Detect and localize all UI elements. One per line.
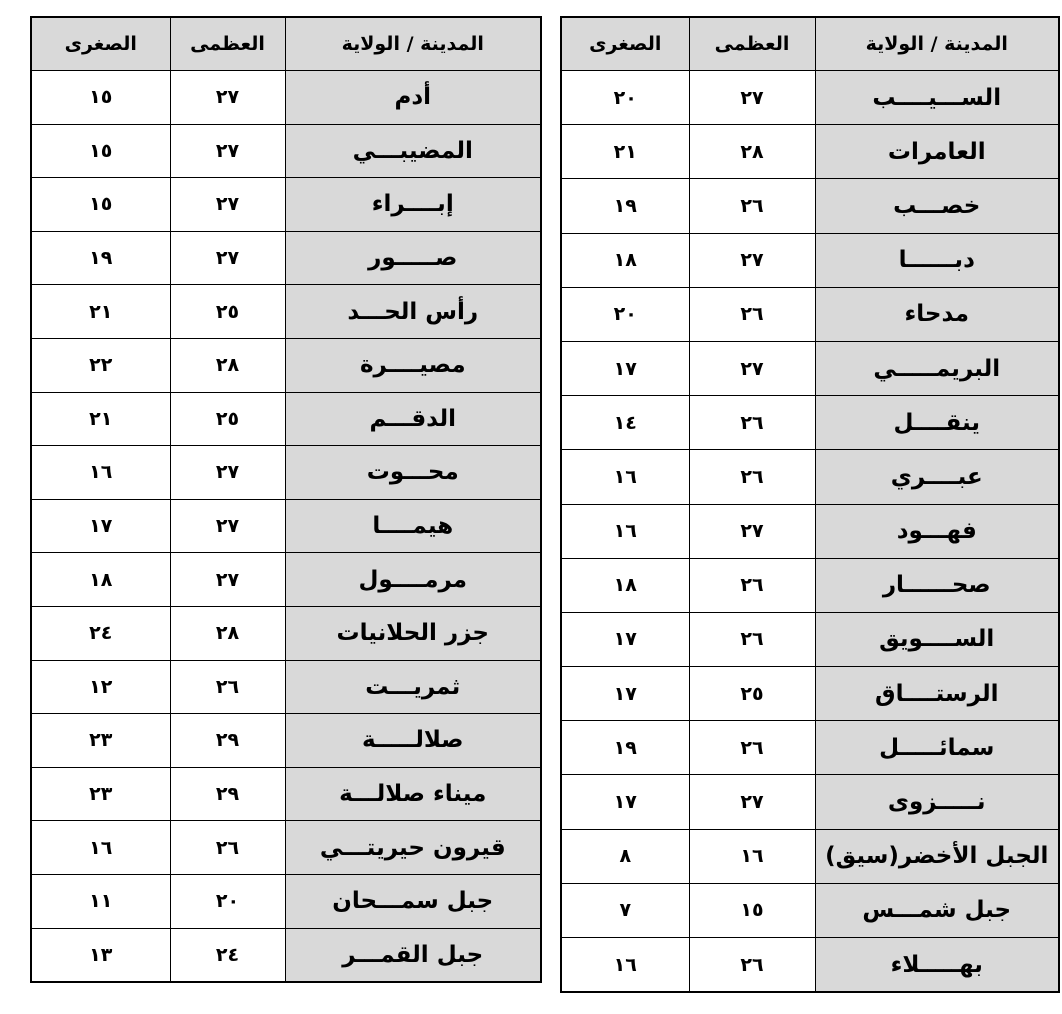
max-temp-cell: ٢٥ (689, 667, 815, 721)
table-row (31, 392, 541, 446)
city-cell: نـــــزوى (815, 775, 1059, 829)
city-cell: الجبل الأخضر(سيق) (815, 829, 1059, 883)
min-temp-cell: ١٧ (31, 499, 170, 553)
max-temp-cell: ٢٩ (170, 714, 285, 768)
max-temp-cell: ٢٧ (689, 71, 815, 125)
min-temp-cell: ١٢ (31, 660, 170, 714)
table-row (31, 124, 541, 178)
city-cell: صـــــور (285, 231, 541, 285)
min-temp-cell: ١٦ (561, 450, 689, 504)
min-temp-cell: ٨ (561, 829, 689, 883)
max-temp-cell: ٢٦ (689, 612, 815, 666)
max-temp-cell: ٢٧ (689, 341, 815, 395)
max-temp-cell: ٢٦ (170, 821, 285, 875)
min-temp-cell: ١٧ (561, 775, 689, 829)
city-cell: المضيبـــي (285, 124, 541, 178)
city-cell: فهـــود (815, 504, 1059, 558)
table-row (31, 928, 541, 982)
city-cell: بهـــــلاء (815, 938, 1059, 993)
city-cell: سمائـــــل (815, 721, 1059, 775)
max-temp-cell: ٢٧ (170, 231, 285, 285)
header-min: الصغرى (561, 17, 689, 71)
min-temp-cell: ١٥ (31, 178, 170, 232)
min-temp-cell: ١٩ (561, 179, 689, 233)
max-temp-cell: ٢٦ (689, 396, 815, 450)
city-cell: خصـــب (815, 179, 1059, 233)
min-temp-cell: ٢٠ (561, 287, 689, 341)
city-cell: الرستــــاق (815, 667, 1059, 721)
table-row (31, 714, 541, 768)
table-row (561, 612, 1059, 666)
city-cell: إبــــراء (285, 178, 541, 232)
max-temp-cell: ٢٧ (689, 233, 815, 287)
city-cell: جزر الحلانيات (285, 606, 541, 660)
city-cell: الســـيــــب (815, 71, 1059, 125)
city-cell: دبــــــا (815, 233, 1059, 287)
city-cell: محـــوت (285, 446, 541, 500)
table-row (561, 341, 1059, 395)
min-temp-cell: ١٧ (561, 612, 689, 666)
max-temp-cell: ٢٧ (689, 775, 815, 829)
table-header-row (561, 17, 1059, 71)
min-temp-cell: ١٦ (31, 446, 170, 500)
min-temp-cell: ٧ (561, 883, 689, 937)
table-row (31, 285, 541, 339)
min-temp-cell: ١٨ (561, 558, 689, 612)
header-city: المدينة / الولاية (285, 17, 541, 71)
min-temp-cell: ١٧ (561, 667, 689, 721)
city-cell: ثمريـــت (285, 660, 541, 714)
max-temp-cell: ١٦ (689, 829, 815, 883)
max-temp-cell: ٢٧ (170, 499, 285, 553)
min-temp-cell: ١٩ (561, 721, 689, 775)
table-row (561, 667, 1059, 721)
city-cell: الســــويق (815, 612, 1059, 666)
min-temp-cell: ١٣ (31, 928, 170, 982)
table-row (561, 558, 1059, 612)
min-temp-cell: ١٥ (31, 124, 170, 178)
header-max: العظمى (170, 17, 285, 71)
max-temp-cell: ٢٦ (689, 179, 815, 233)
max-temp-cell: ٢٥ (170, 285, 285, 339)
table-row (31, 821, 541, 875)
max-temp-cell: ٢٨ (689, 125, 815, 179)
table-header-row (31, 17, 541, 71)
max-temp-cell: ٢٤ (170, 928, 285, 982)
min-temp-cell: ١٦ (561, 504, 689, 558)
header-max: العظمى (689, 17, 815, 71)
max-temp-cell: ٢٧ (170, 446, 285, 500)
header-min: الصغرى (31, 17, 170, 71)
table-row (31, 606, 541, 660)
table-row (561, 287, 1059, 341)
table-body-right (561, 71, 1059, 993)
table-row (561, 775, 1059, 829)
table-row (561, 829, 1059, 883)
max-temp-cell: ٢٦ (689, 721, 815, 775)
table-row (31, 874, 541, 928)
min-temp-cell: ٢٣ (31, 767, 170, 821)
max-temp-cell: ٢٦ (689, 287, 815, 341)
city-cell: جبل شمـــس (815, 883, 1059, 937)
max-temp-cell: ٢٦ (689, 558, 815, 612)
max-temp-cell: ٢٨ (170, 606, 285, 660)
table-row (31, 231, 541, 285)
table-row (31, 338, 541, 392)
table-row (561, 179, 1059, 233)
table-row (561, 721, 1059, 775)
max-temp-cell: ٢٨ (170, 338, 285, 392)
min-temp-cell: ١٧ (561, 341, 689, 395)
table-row (561, 450, 1059, 504)
max-temp-cell: ٢٠ (170, 874, 285, 928)
table-row (31, 553, 541, 607)
table-row (31, 446, 541, 500)
max-temp-cell: ٢٧ (170, 553, 285, 607)
min-temp-cell: ١٦ (31, 821, 170, 875)
min-temp-cell: ١٥ (31, 71, 170, 125)
city-cell: ينقــــل (815, 396, 1059, 450)
table-row (561, 125, 1059, 179)
city-cell: صلالـــــة (285, 714, 541, 768)
max-temp-cell: ١٥ (689, 883, 815, 937)
min-temp-cell: ٢٣ (31, 714, 170, 768)
min-temp-cell: ١٨ (561, 233, 689, 287)
max-temp-cell: ٢٩ (170, 767, 285, 821)
weather-table-left (30, 16, 542, 983)
weather-table-right (560, 16, 1060, 993)
table-row (561, 504, 1059, 558)
min-temp-cell: ١٤ (561, 396, 689, 450)
min-temp-cell: ١٩ (31, 231, 170, 285)
table-row (31, 499, 541, 553)
min-temp-cell: ٢٠ (561, 71, 689, 125)
table-row (561, 233, 1059, 287)
min-temp-cell: ١١ (31, 874, 170, 928)
max-temp-cell: ٢٦ (689, 938, 815, 993)
min-temp-cell: ٢٢ (31, 338, 170, 392)
city-cell: الدقـــم (285, 392, 541, 446)
city-cell: هيمــــا (285, 499, 541, 553)
max-temp-cell: ٢٧ (689, 504, 815, 558)
city-cell: قيرون حيريتـــي (285, 821, 541, 875)
max-temp-cell: ٢٧ (170, 124, 285, 178)
min-temp-cell: ٢٤ (31, 606, 170, 660)
min-temp-cell: ١٦ (561, 938, 689, 993)
max-temp-cell: ٢٧ (170, 71, 285, 125)
city-cell: رأس الحـــد (285, 285, 541, 339)
table-body-left (31, 71, 541, 983)
max-temp-cell: ٢٦ (689, 450, 815, 504)
city-cell: عبــــري (815, 450, 1059, 504)
table-row (31, 178, 541, 232)
city-cell: جبل القمـــر (285, 928, 541, 982)
min-temp-cell: ٢١ (31, 285, 170, 339)
table-row (561, 396, 1059, 450)
table-row (31, 71, 541, 125)
min-temp-cell: ٢١ (31, 392, 170, 446)
table-row (31, 767, 541, 821)
header-city: المدينة / الولاية (815, 17, 1059, 71)
city-cell: البريمـــــي (815, 341, 1059, 395)
max-temp-cell: ٢٦ (170, 660, 285, 714)
min-temp-cell: ١٨ (31, 553, 170, 607)
max-temp-cell: ٢٥ (170, 392, 285, 446)
table-row (561, 883, 1059, 937)
city-cell: مصيــــرة (285, 338, 541, 392)
table-row (31, 660, 541, 714)
max-temp-cell: ٢٧ (170, 178, 285, 232)
min-temp-cell: ٢١ (561, 125, 689, 179)
city-cell: مرمــــول (285, 553, 541, 607)
city-cell: أدم (285, 71, 541, 125)
city-cell: العامرات (815, 125, 1059, 179)
city-cell: ميناء صلالـــة (285, 767, 541, 821)
city-cell: مدحاء (815, 287, 1059, 341)
city-cell: جبل سمـــحان (285, 874, 541, 928)
city-cell: صحــــــار (815, 558, 1059, 612)
table-row (561, 938, 1059, 993)
table-row (561, 71, 1059, 125)
